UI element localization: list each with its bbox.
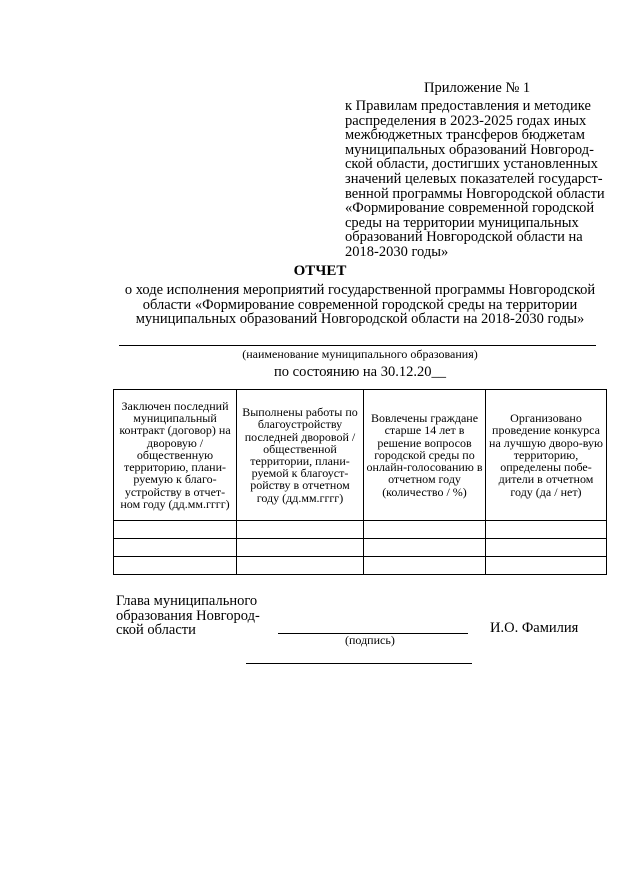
report-subtitle-line: о ходе исполнения мероприятий государственной программы Новгородской <box>124 282 596 298</box>
appendix-line: 2018-2030 годы» <box>345 243 449 260</box>
appendix-line: венной программы Новгородской области <box>345 185 605 202</box>
appendix-line: муниципальных образований Новгород- <box>345 141 594 158</box>
table-cell[interactable] <box>237 521 364 539</box>
report-subtitle <box>0 283 640 327</box>
table-cell[interactable] <box>486 521 607 539</box>
municipality-name-caption: (наименование муниципального образования) <box>242 347 478 361</box>
table-row <box>114 539 607 557</box>
table-cell[interactable] <box>364 539 486 557</box>
column-header-contract: Заключен последний муниципальный контракт (договор) на дворовую / общественную территорию, плани-руемую к благо-устройству в отчет-ном году (дд.мм.гггг) <box>114 390 237 521</box>
extra-signature-field[interactable] <box>246 663 472 664</box>
signatory-title <box>116 594 260 638</box>
signatory-title-line: Глава муниципального <box>116 593 258 609</box>
table-cell[interactable] <box>237 539 364 557</box>
appendix-line: ской области, достигших установленных <box>345 156 598 173</box>
table-cell[interactable] <box>486 557 607 575</box>
column-header-contest: Организовано проведение конкурса на лучшую дворо-вую территорию, определены побе-дители в отчетном году (да / нет) <box>486 390 607 521</box>
table-cell[interactable] <box>486 539 607 557</box>
column-header-works: Выполнены работы по благоустройству последней дворовой / общественной территории, плани-руемой к благоуст-ройству в отчетном году (дд.мм.гггг) <box>237 390 364 521</box>
appendix-line: распределения в 2023-2025 годах иных <box>345 112 587 129</box>
table-row <box>114 521 607 539</box>
report-table <box>113 389 607 575</box>
table-cell[interactable] <box>114 539 237 557</box>
appendix-line: «Формирование современной городской <box>345 200 595 217</box>
report-subtitle-line: области «Формирование современной городской среды на территории <box>142 296 578 313</box>
signatory-title-line: ской области <box>116 622 196 639</box>
appendix-reference <box>345 99 610 260</box>
appendix-title: Приложение № 1 <box>424 80 531 96</box>
appendix-line: к Правилам предоставления и методике <box>345 98 591 114</box>
table-cell[interactable] <box>364 557 486 575</box>
table-cell[interactable] <box>114 521 237 539</box>
appendix-line: образований Новгородской области на <box>345 229 583 246</box>
municipality-name-field[interactable] <box>119 345 596 346</box>
table-cell[interactable] <box>237 557 364 575</box>
column-header-voting: Вовлечены граждане старше 14 лет в решение вопросов городской среды по онлайн-голосованию в отчетном году (количество / %) <box>364 390 486 521</box>
table-row <box>114 557 607 575</box>
signatory-name: И.О. Фамилия <box>490 620 579 636</box>
appendix-line: межбюджетных трансферов бюджетам <box>345 127 585 144</box>
appendix-line: среды на территории муниципальных <box>345 214 579 231</box>
signatory-title-line: образования Новгород- <box>116 607 260 624</box>
table-cell[interactable] <box>114 557 237 575</box>
table-header-row <box>114 390 607 521</box>
signature-caption: (подпись) <box>345 633 395 647</box>
appendix-line: значений целевых показателей государст- <box>345 170 603 187</box>
report-subtitle-line: муниципальных образований Новгородской области на 2018-2030 годы» <box>135 311 585 328</box>
report-date: по состоянию на 30.12.20__ <box>274 364 446 380</box>
report-title: ОТЧЕТ <box>293 263 347 279</box>
table-cell[interactable] <box>364 521 486 539</box>
